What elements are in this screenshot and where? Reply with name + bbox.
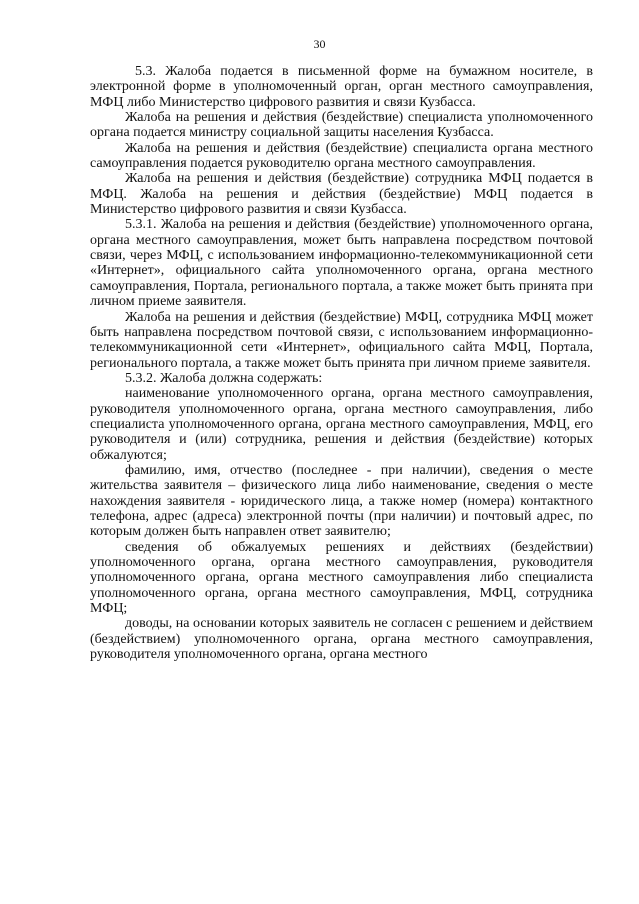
- page-number: 30: [313, 37, 326, 51]
- paragraph-complaint-specialist-local: Жалоба на решения и действия (бездействие) специалиста органа местного самоуправления подается руководителю органа местного самоуправления.: [90, 140, 593, 172]
- paragraph-5-3-1: 5.3.1. Жалоба на решения и действия (бездействие) уполномоченного органа, органа местного самоуправления, может быть направлена посредством почтовой связи, через МФЦ, с использованием информационно-телекоммуникационной сети «Интернет», официального сайта уполномоченного органа, органа местного самоуправления, Портала, регионального портала, а также может быть принята при личном приеме заявителя.: [90, 217, 593, 310]
- list-item-applicant-details: фамилию, имя, отчество (последнее - при наличии), сведения о месте жительства заявителя – физического лица либо наименование, сведения о месте нахождения заявителя - юридического лица, а также номер (номера) контактного телефона, адрес (адреса) электронной почты (при наличии) и почтовый адрес, по которым должен быть направлен ответ заявителю;: [90, 462, 593, 540]
- list-item-arguments: доводы, на основании которых заявитель не согласен с решением и действием (бездействием) уполномоченного органа, органа местного самоуправления, руководителя уполномоченного органа, органа местного: [90, 616, 593, 663]
- paragraph-5-3-2: 5.3.2. Жалоба должна содержать:: [125, 370, 323, 386]
- paragraph-5-3: 5.3. Жалоба подается в письменной форме на бумажном носителе, в электронной форме в уполномоченный орган, орган местного самоуправления, МФЦ либо Министерство цифрового развития и связи Кузбасса.: [90, 64, 593, 110]
- paragraph-complaint-mfc: Жалоба на решения и действия (бездействие) сотрудника МФЦ подается в МФЦ. Жалоба на решения и действия (бездействие) МФЦ подается в Министерство цифрового развития и связи Кузбасса.: [90, 171, 593, 218]
- list-item-authority-name: наименование уполномоченного органа, органа местного самоуправления, руководителя уполномоченного органа, органа местного самоуправления, либо специалиста уполномоченного органа, органа местного самоуправления, МФЦ, его руководителя и (или) сотрудника, решения и действия (бездействие) которых обжалуются;: [90, 386, 593, 463]
- paragraph-complaint-mfc-channels: Жалоба на решения и действия (бездействие) МФЦ, сотрудника МФЦ может быть направлена посредством почтовой связи, с использованием информационно-телекоммуникационной сети «Интернет», официального сайта МФЦ, Портала, регионального портала, а также может быть принята при личном приеме заявителя.: [90, 309, 593, 371]
- paragraph-complaint-specialist-authority: Жалоба на решения и действия (бездействие) специалиста уполномоченного органа подается министру социальной защиты населения Кузбасса.: [90, 110, 593, 141]
- list-item-appealed-decisions: сведения об обжалуемых решениях и действиях (бездействии) уполномоченного органа, органа местного самоуправления, руководителя уполномоченного органа, органа местного самоуправления либо специалиста уполномоченного органа, органа местного самоуправления, МФЦ, сотрудника МФЦ;: [90, 539, 593, 617]
- document-body: [90, 64, 593, 662]
